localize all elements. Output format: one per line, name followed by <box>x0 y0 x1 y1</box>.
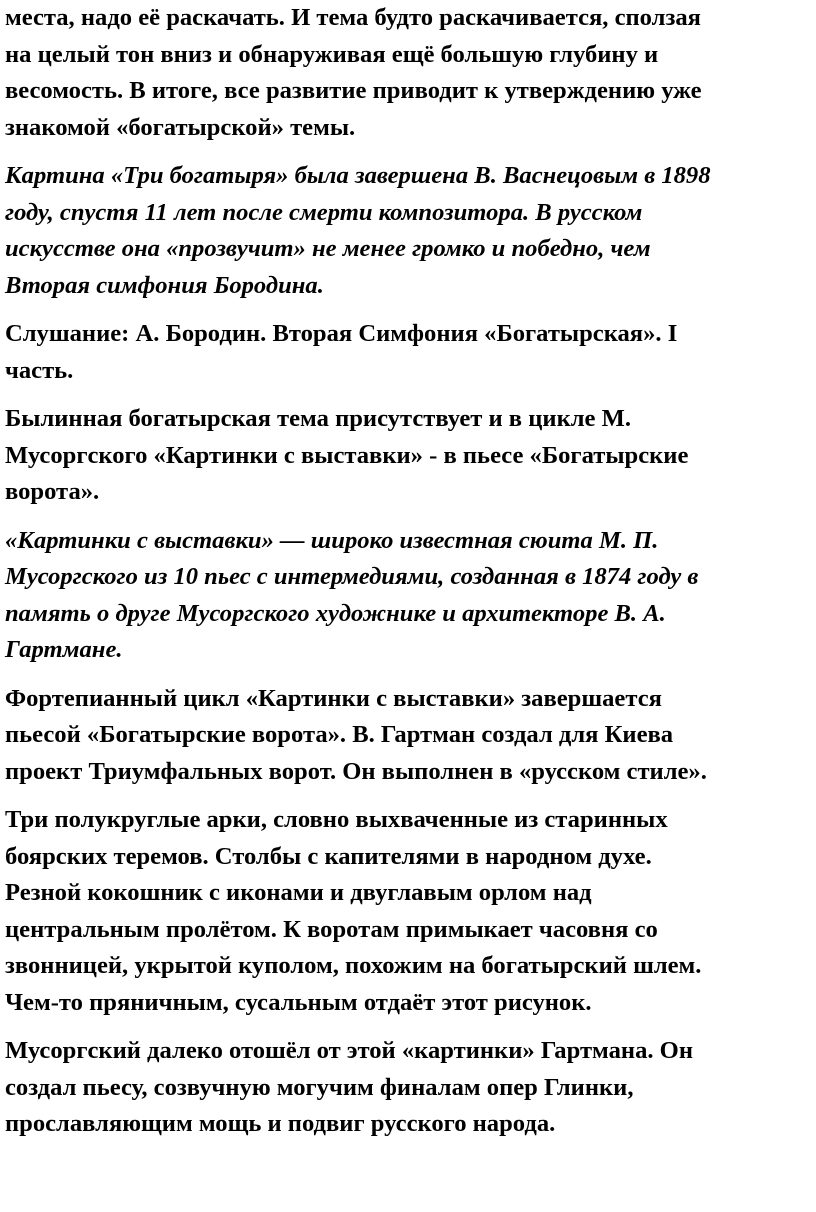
text-line: весомость. В итоге, все развитие приводит к утверждению уже <box>5 77 702 104</box>
text-line: места, надо её раскачать. И тема будто раскачивается, сползая <box>5 4 701 31</box>
text-line: Фортепианный цикл «Картинки с выставки» завершается <box>5 684 662 712</box>
text-line: память о друге Мусоргского художнике и архитекторе В. А. <box>5 599 666 627</box>
text-line: на целый тон вниз и обнаруживая ещё большую глубину и <box>5 40 659 68</box>
paragraph-7 <box>5 802 810 1021</box>
text-line: Мусоргского из 10 пьес с интермедиями, созданная в 1874 году в <box>5 563 699 590</box>
text-line: Былинная богатырская тема присутствует и в цикле М. <box>5 405 631 432</box>
text-line: Вторая симфония Бородина. <box>5 271 324 299</box>
text-line: Резной кокошник с иконами и двуглавым орлом над <box>5 879 592 906</box>
paragraph-4 <box>5 401 810 511</box>
paragraph-2-italic <box>5 158 810 304</box>
text-line: искусстве она «прозвучит» не менее громко и победно, чем <box>5 235 651 262</box>
text-line: создал пьесу, созвучную могучим финалам опер Глинки, <box>5 1073 634 1101</box>
text-line: Мусоргского «Картинки с выставки» - в пьесе «Богатырские <box>5 441 689 469</box>
text-line: центральным пролётом. К воротам примыкает часовня со <box>5 915 658 943</box>
text-line: Три полукруглые арки, словно выхваченные из старинных <box>5 806 668 833</box>
paragraph-6 <box>5 681 810 791</box>
text-line: Мусоргский далеко отошёл от этой «картинки» Гартмана. Он <box>5 1037 693 1064</box>
text-line: часть. <box>5 356 74 384</box>
paragraph-3 <box>5 316 810 389</box>
text-line: прославляющим мощь и подвиг русского народа. <box>5 1110 556 1137</box>
text-line: году, спустя 11 лет после смерти композитора. В русском <box>5 198 643 226</box>
paragraph-1 <box>5 0 810 146</box>
text-line: пьесой «Богатырские ворота». В. Гартман создал для Киева <box>5 721 674 748</box>
text-line: Картина «Три богатыря» была завершена В. Васнецовым в 1898 <box>5 162 711 189</box>
text-line: проект Триумфальных ворот. Он выполнен в «русском стиле». <box>5 757 707 785</box>
text-line: Чем-то пряничным, сусальным отдаёт этот рисунок. <box>5 988 592 1016</box>
paragraph-5-italic <box>5 523 810 669</box>
paragraph-8 <box>5 1033 810 1143</box>
text-line: ворота». <box>5 478 100 505</box>
text-line: «Картинки с выставки» — широко известная сюита М. П. <box>5 526 659 554</box>
text-line: боярских теремов. Столбы с капителями в народном духе. <box>5 842 652 870</box>
text-line: звонницей, укрытой куполом, похожим на богатырский шлем. <box>5 952 702 979</box>
text-line: Гартмане. <box>5 636 123 663</box>
text-line: Слушание: А. Бородин. Вторая Симфония «Богатырская». I <box>5 320 678 347</box>
text-line: знакомой «богатырской» темы. <box>5 113 356 141</box>
